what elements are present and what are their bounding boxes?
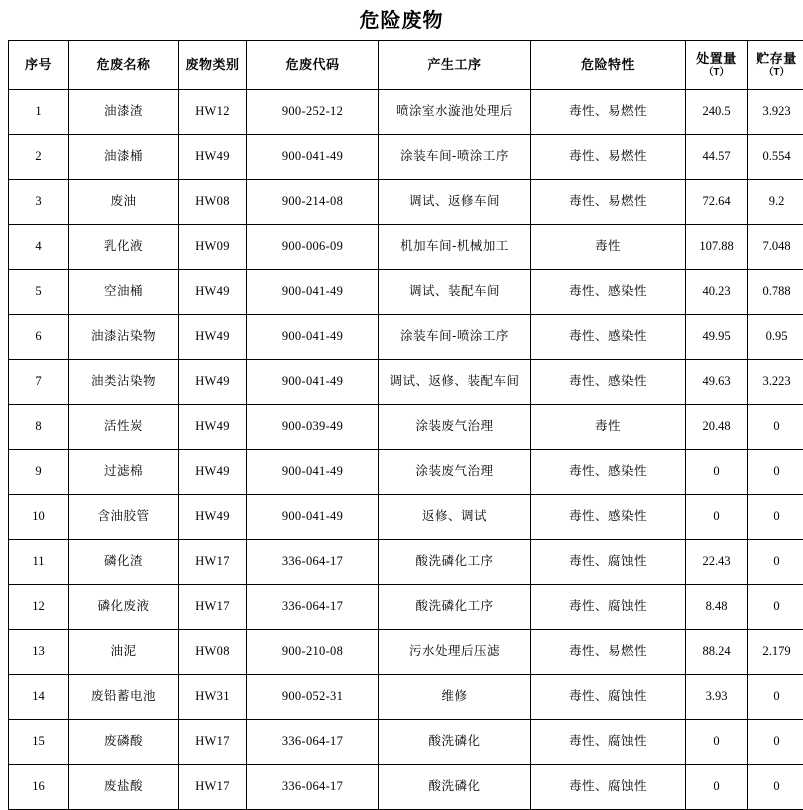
cell-process: 维修: [379, 675, 531, 720]
cell-disposal: 20.48: [686, 405, 748, 450]
cell-disposal: 22.43: [686, 540, 748, 585]
cell-process: 返修、调试: [379, 495, 531, 540]
table-header: [9, 41, 803, 90]
cell-category: HW49: [179, 450, 247, 495]
header-unit: （T）: [749, 67, 803, 79]
cell-index: 3: [9, 180, 69, 225]
cell-hazard: 毒性、腐蚀性: [531, 720, 686, 765]
cell-storage: 2.179: [748, 630, 803, 675]
cell-hazard: 毒性、感染性: [531, 270, 686, 315]
cell-category: HW17: [179, 720, 247, 765]
cell-storage: 0: [748, 405, 803, 450]
cell-index: 16: [9, 765, 69, 810]
cell-name: 过滤棉: [69, 450, 179, 495]
column-header-hazard: [531, 41, 686, 90]
table-row: [9, 540, 803, 585]
table-row: [9, 135, 803, 180]
table-row: [9, 675, 803, 720]
cell-process: 涂装车间-喷涂工序: [379, 135, 531, 180]
cell-code: 900-006-09: [247, 225, 379, 270]
cell-storage: 0.95: [748, 315, 803, 360]
page-title: 危险废物: [8, 6, 795, 40]
cell-category: HW17: [179, 585, 247, 630]
cell-category: HW49: [179, 135, 247, 180]
cell-category: HW49: [179, 405, 247, 450]
cell-code: 900-041-49: [247, 360, 379, 405]
cell-hazard: 毒性、腐蚀性: [531, 540, 686, 585]
cell-index: 14: [9, 675, 69, 720]
cell-category: HW49: [179, 360, 247, 405]
cell-disposal: 49.95: [686, 315, 748, 360]
cell-category: HW17: [179, 540, 247, 585]
table-row: [9, 765, 803, 810]
cell-storage: 3.223: [748, 360, 803, 405]
header-unit: （T）: [687, 67, 746, 79]
cell-name: 油漆桶: [69, 135, 179, 180]
table-row: [9, 495, 803, 540]
cell-hazard: 毒性、感染性: [531, 495, 686, 540]
cell-hazard: 毒性、易燃性: [531, 90, 686, 135]
table-row: [9, 90, 803, 135]
column-header-disposal: [686, 41, 748, 90]
cell-disposal: 72.64: [686, 180, 748, 225]
header-label: 危废名称: [96, 57, 150, 72]
table-row: [9, 720, 803, 765]
cell-code: 900-041-49: [247, 450, 379, 495]
cell-code: 900-252-12: [247, 90, 379, 135]
cell-category: HW31: [179, 675, 247, 720]
table-row: [9, 585, 803, 630]
cell-code: 336-064-17: [247, 765, 379, 810]
cell-code: 900-210-08: [247, 630, 379, 675]
cell-hazard: 毒性、腐蚀性: [531, 765, 686, 810]
cell-code: 900-041-49: [247, 495, 379, 540]
cell-code: 336-064-17: [247, 540, 379, 585]
cell-process: 喷涂室水漩池处理后: [379, 90, 531, 135]
cell-code: 900-041-49: [247, 135, 379, 180]
cell-name: 废磷酸: [69, 720, 179, 765]
cell-storage: 0: [748, 495, 803, 540]
cell-index: 6: [9, 315, 69, 360]
table-row: [9, 270, 803, 315]
cell-disposal: 3.93: [686, 675, 748, 720]
table-row: [9, 315, 803, 360]
cell-process: 涂装废气治理: [379, 450, 531, 495]
cell-category: HW12: [179, 90, 247, 135]
cell-category: HW49: [179, 495, 247, 540]
cell-category: HW08: [179, 180, 247, 225]
column-header-process: [379, 41, 531, 90]
cell-process: 调试、返修车间: [379, 180, 531, 225]
cell-category: HW17: [179, 765, 247, 810]
table-row: [9, 450, 803, 495]
cell-index: 12: [9, 585, 69, 630]
cell-storage: 7.048: [748, 225, 803, 270]
cell-disposal: 40.23: [686, 270, 748, 315]
cell-category: HW09: [179, 225, 247, 270]
cell-name: 活性炭: [69, 405, 179, 450]
cell-index: 7: [9, 360, 69, 405]
cell-process: 酸洗磷化工序: [379, 585, 531, 630]
cell-category: HW08: [179, 630, 247, 675]
cell-storage: 0: [748, 720, 803, 765]
cell-code: 336-064-17: [247, 720, 379, 765]
cell-code: 900-041-49: [247, 270, 379, 315]
cell-storage: 3.923: [748, 90, 803, 135]
cell-process: 酸洗磷化: [379, 765, 531, 810]
cell-name: 废油: [69, 180, 179, 225]
cell-disposal: 240.5: [686, 90, 748, 135]
header-label: 序号: [25, 57, 52, 72]
cell-name: 磷化废液: [69, 585, 179, 630]
cell-disposal: 44.57: [686, 135, 748, 180]
cell-disposal: 0: [686, 450, 748, 495]
table-row: [9, 180, 803, 225]
cell-index: 8: [9, 405, 69, 450]
cell-index: 9: [9, 450, 69, 495]
cell-index: 4: [9, 225, 69, 270]
header-label: 废物类别: [185, 57, 239, 72]
cell-code: 900-214-08: [247, 180, 379, 225]
cell-process: 污水处理后压滤: [379, 630, 531, 675]
cell-disposal: 88.24: [686, 630, 748, 675]
cell-process: 酸洗磷化工序: [379, 540, 531, 585]
cell-storage: 0: [748, 450, 803, 495]
table-row: [9, 225, 803, 270]
cell-process: 调试、返修、装配车间: [379, 360, 531, 405]
cell-hazard: 毒性、腐蚀性: [531, 675, 686, 720]
cell-hazard: 毒性、感染性: [531, 315, 686, 360]
cell-storage: 0: [748, 540, 803, 585]
cell-name: 乳化液: [69, 225, 179, 270]
cell-category: HW49: [179, 315, 247, 360]
cell-code: 336-064-17: [247, 585, 379, 630]
table-row: [9, 630, 803, 675]
header-label: 产生工序: [427, 57, 481, 72]
cell-hazard: 毒性: [531, 225, 686, 270]
cell-name: 含油胶管: [69, 495, 179, 540]
cell-hazard: 毒性、腐蚀性: [531, 585, 686, 630]
cell-process: 涂装废气治理: [379, 405, 531, 450]
column-header-index: [9, 41, 69, 90]
cell-name: 油漆沾染物: [69, 315, 179, 360]
cell-storage: 0.788: [748, 270, 803, 315]
cell-name: 油类沾染物: [69, 360, 179, 405]
cell-name: 废铅蓄电池: [69, 675, 179, 720]
cell-code: 900-041-49: [247, 315, 379, 360]
cell-code: 900-052-31: [247, 675, 379, 720]
column-header-storage: [748, 41, 803, 90]
table-row: [9, 405, 803, 450]
cell-hazard: 毒性、易燃性: [531, 630, 686, 675]
cell-process: 涂装车间-喷涂工序: [379, 315, 531, 360]
table-body: [9, 90, 803, 810]
column-header-name: [69, 41, 179, 90]
cell-disposal: 107.88: [686, 225, 748, 270]
cell-index: 1: [9, 90, 69, 135]
cell-process: 机加车间-机械加工: [379, 225, 531, 270]
cell-disposal: 49.63: [686, 360, 748, 405]
table-row: [9, 360, 803, 405]
column-header-category: [179, 41, 247, 90]
header-label: 贮存量: [756, 51, 797, 66]
hazardous-waste-table: [8, 40, 803, 810]
cell-category: HW49: [179, 270, 247, 315]
cell-disposal: 0: [686, 720, 748, 765]
cell-disposal: 8.48: [686, 585, 748, 630]
cell-storage: 0.554: [748, 135, 803, 180]
cell-name: 废盐酸: [69, 765, 179, 810]
cell-name: 空油桶: [69, 270, 179, 315]
cell-process: 调试、装配车间: [379, 270, 531, 315]
cell-index: 13: [9, 630, 69, 675]
cell-index: 11: [9, 540, 69, 585]
cell-code: 900-039-49: [247, 405, 379, 450]
cell-index: 15: [9, 720, 69, 765]
header-label: 危险特性: [581, 57, 635, 72]
cell-process: 酸洗磷化: [379, 720, 531, 765]
header-label: 处置量: [696, 51, 737, 66]
cell-storage: 0: [748, 675, 803, 720]
cell-hazard: 毒性、感染性: [531, 450, 686, 495]
cell-hazard: 毒性: [531, 405, 686, 450]
cell-hazard: 毒性、感染性: [531, 360, 686, 405]
cell-hazard: 毒性、易燃性: [531, 135, 686, 180]
cell-disposal: 0: [686, 495, 748, 540]
cell-storage: 9.2: [748, 180, 803, 225]
header-row: [9, 41, 803, 90]
cell-hazard: 毒性、易燃性: [531, 180, 686, 225]
cell-storage: 0: [748, 585, 803, 630]
cell-storage: 0: [748, 765, 803, 810]
cell-index: 2: [9, 135, 69, 180]
cell-index: 5: [9, 270, 69, 315]
header-label: 危废代码: [285, 57, 339, 72]
cell-disposal: 0: [686, 765, 748, 810]
cell-name: 磷化渣: [69, 540, 179, 585]
column-header-code: [247, 41, 379, 90]
cell-name: 油漆渣: [69, 90, 179, 135]
cell-index: 10: [9, 495, 69, 540]
cell-name: 油泥: [69, 630, 179, 675]
